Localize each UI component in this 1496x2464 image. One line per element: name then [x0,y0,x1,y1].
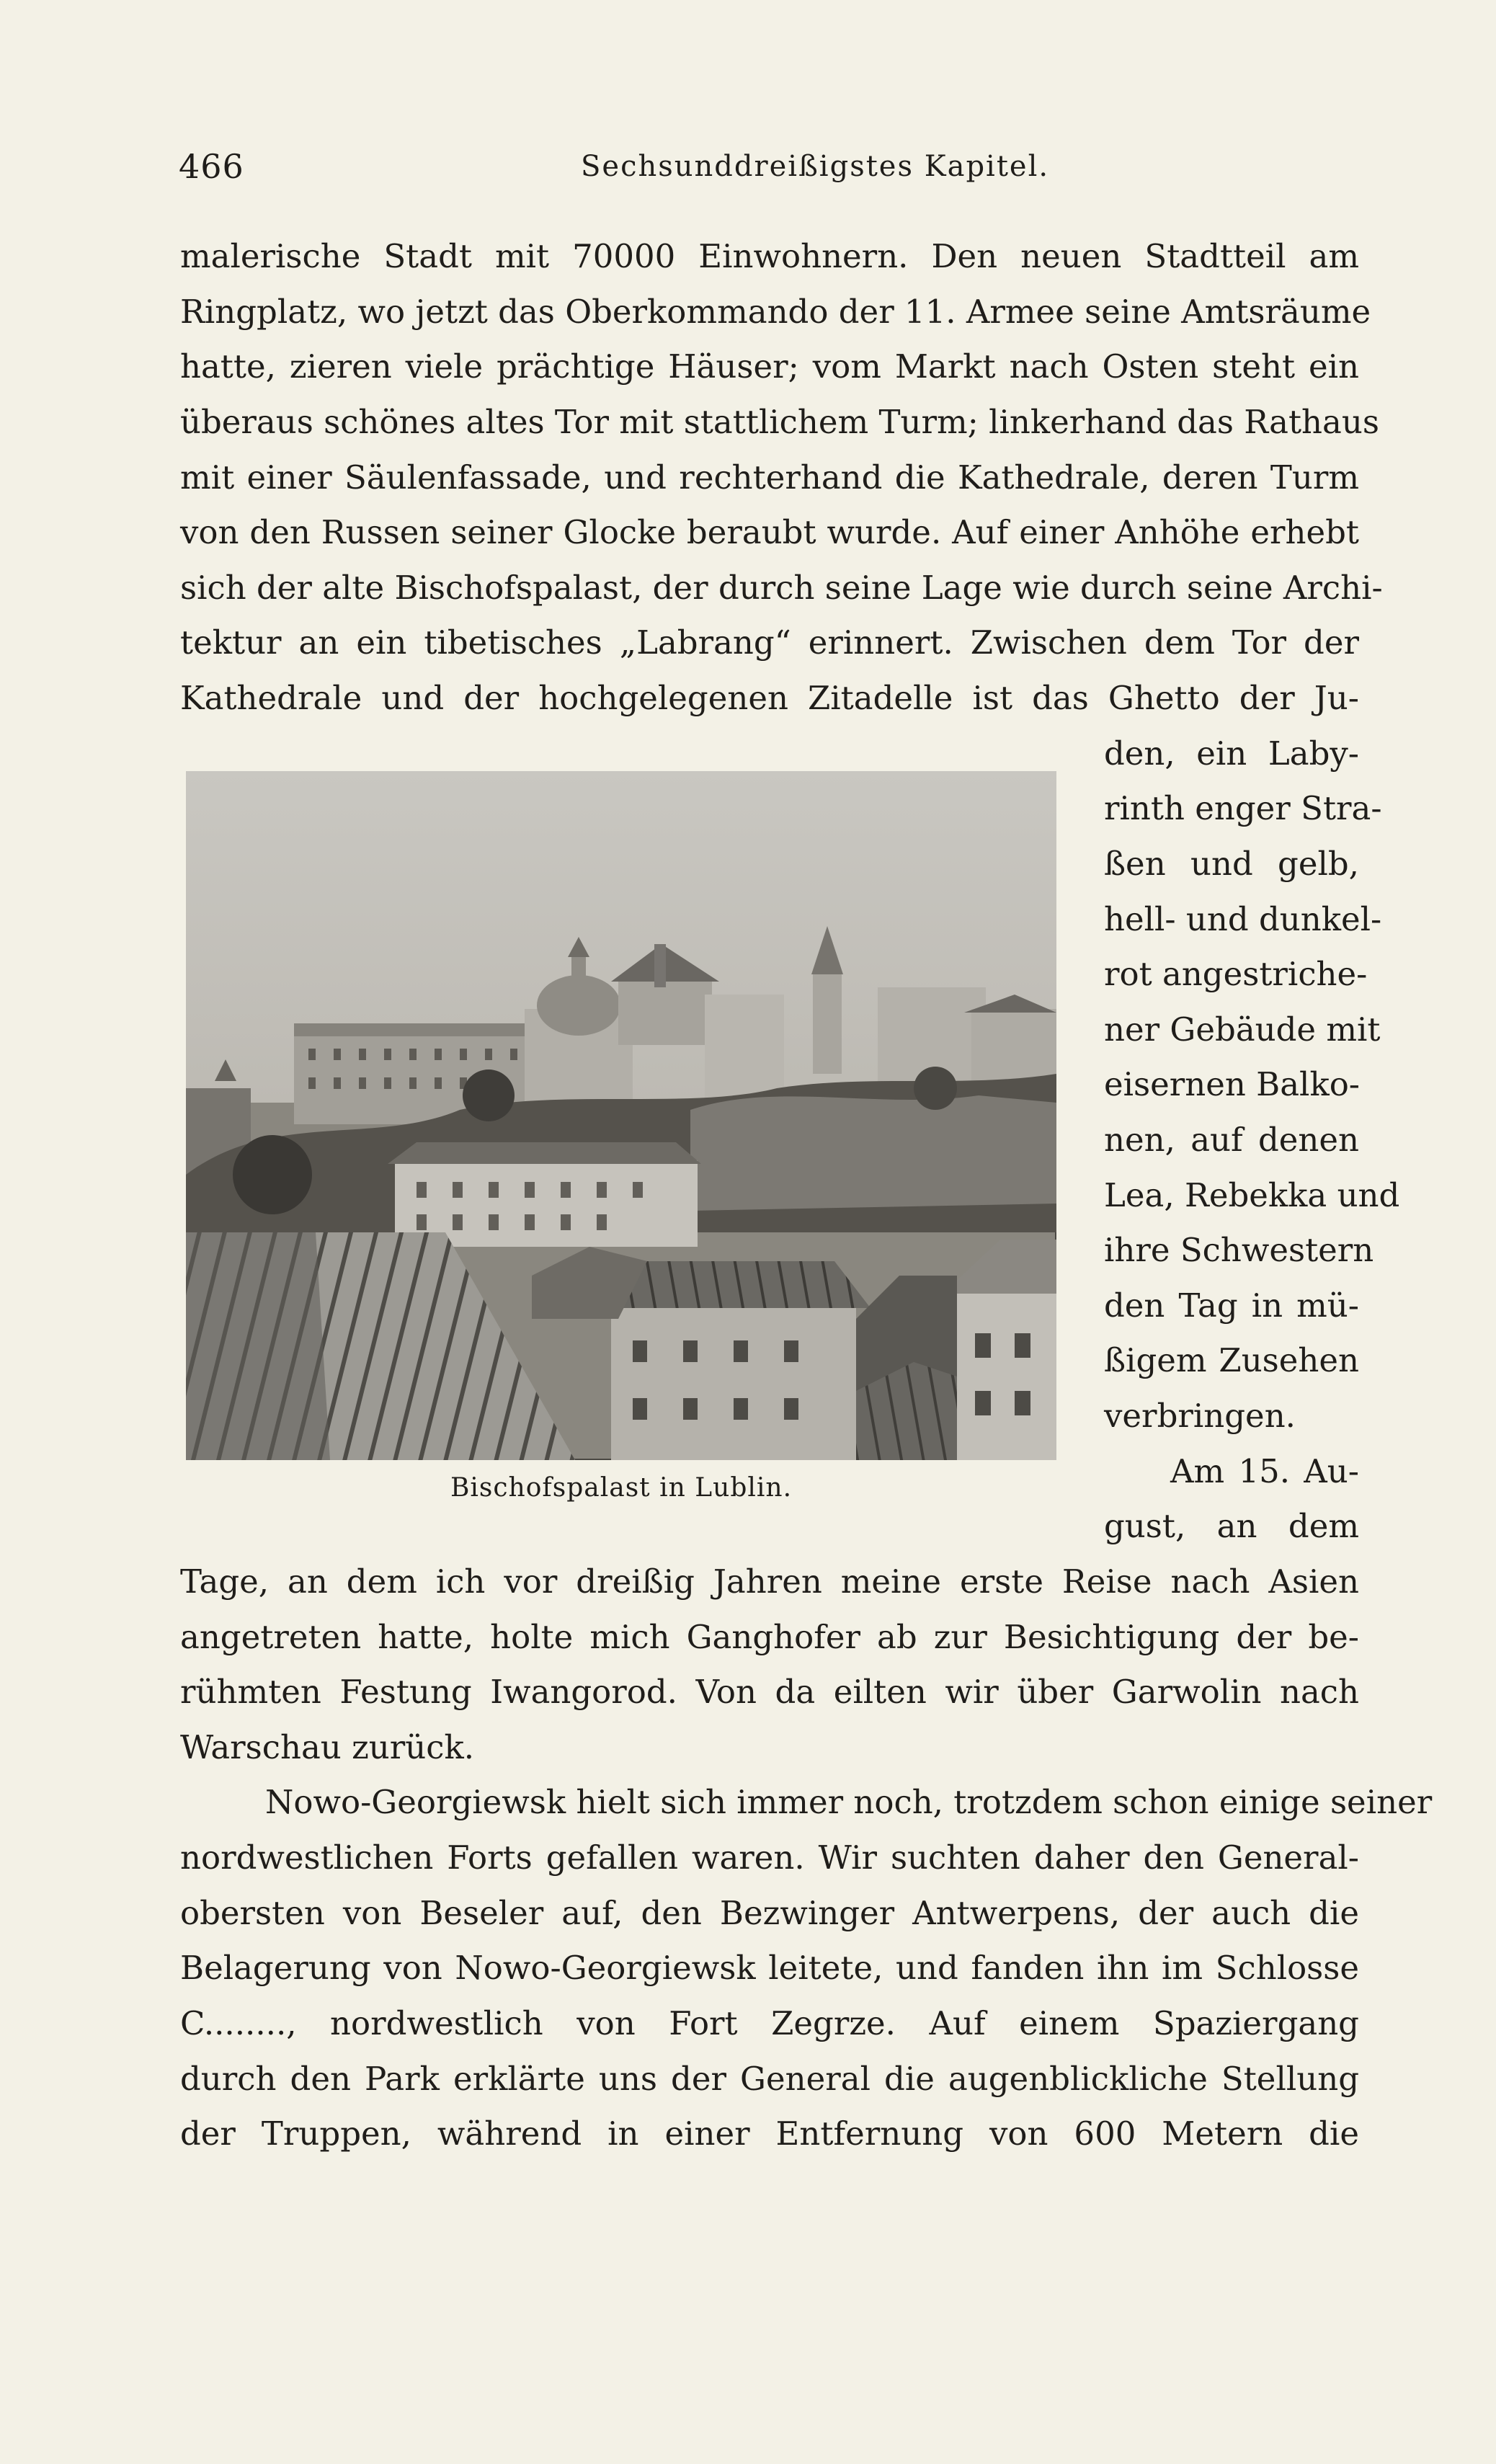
text-line: angetreten hatte, holte mich Ganghofer ab zur Besichtigung der be- [180,1618,1359,1656]
text-line: malerische Stadt mit 70000 Einwohnern. Den neuen Stadtteil am [180,237,1359,275]
text-line: ßigem Zusehen [1104,1341,1359,1379]
text-line: überaus schönes altes Tor mit stattlichem Turm; linkerhand das Rathaus [180,403,1379,441]
text-line: Tage, an dem ich vor dreißig Jahren meine erste Reise nach Asien [180,1562,1359,1601]
text-line: mit einer Säulenfassade, und rechterhand die Kathedrale, deren Turm [180,458,1359,497]
text-line: der Truppen, während in einer Entfernung von 600 Metern die [180,2114,1359,2153]
text-line: Belagerung von Nowo-Georgiewsk leitete, und fanden ihn im Schlosse [180,1949,1359,1987]
running-head [179,147,1359,190]
text-line: von den Russen seiner Glocke beraubt wurde. Auf einer Anhöhe erhebt [180,513,1359,551]
text-line: Nowo-Georgiewsk hielt sich immer noch, trotzdem schon einige seiner [265,1783,1433,1821]
text-line: ihre Schwestern [1104,1231,1374,1269]
text-line: gust, an dem [1104,1507,1359,1545]
figure-caption: Bischofspalast in Lublin. [450,1473,793,1503]
text-line: eisernen Balko- [1104,1065,1361,1103]
text-line: ner Gebäude mit [1104,1010,1381,1049]
text-line: den, ein Laby- [1104,734,1359,773]
text-line: Warschau zurück. [180,1728,475,1766]
text-line: verbringen. [1104,1397,1296,1435]
text-line: rühmten Festung Iwangorod. Von da eilten wir über Garwolin nach [180,1673,1359,1711]
text-line: Ringplatz, wo jetzt das Oberkommando der 11. Armee seine Amtsräume [180,293,1371,331]
chapter-title: Sechsunddreißigstes Kapitel. [581,150,1050,183]
text-line: Kathedrale und der hochgelegenen Zitadelle ist das Ghetto der Ju- [180,679,1359,717]
text-line: nen, auf denen [1104,1121,1359,1159]
text-line: Lea, Rebekka und [1104,1176,1400,1214]
text-line: tektur an ein tibetisches „Labrang“ erinnert. Zwischen dem Tor der [180,623,1359,662]
text-line: Am 15. Au- [1170,1452,1359,1490]
photo-bishops-palace [186,771,1056,1460]
text-line: durch den Park erklärte uns der General die augenblickliche Stellung [180,2060,1359,2098]
text-line: den Tag in mü- [1104,1286,1359,1325]
text-line: rot angestriche- [1104,955,1368,993]
text-line: ßen und gelb, [1104,845,1359,883]
photo-illustration [186,771,1056,1460]
text-line: nordwestlichen Forts gefallen waren. Wir suchten daher den General- [180,1838,1359,1877]
text-line: hell- und dunkel- [1104,900,1382,938]
text-line: obersten von Beseler auf, den Bezwinger Antwerpens, der auch die [180,1894,1359,1932]
text-line: hatte, zieren viele prächtige Häuser; vom Markt nach Osten steht ein [180,347,1359,386]
text-line: C........, nordwestlich von Fort Zegrze. Auf einem Spaziergang [180,2004,1359,2042]
page-number: 466 [179,147,244,186]
text-line: rinth enger Stra- [1104,789,1382,827]
text-line: sich der alte Bischofspalast, der durch seine Lage wie durch seine Archi- [180,569,1383,607]
